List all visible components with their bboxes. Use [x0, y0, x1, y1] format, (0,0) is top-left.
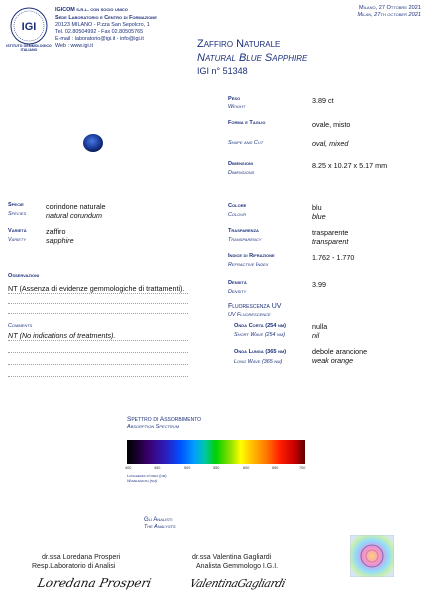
- variety-label: Varietà: [8, 228, 27, 234]
- hologram-seal: [350, 535, 394, 577]
- prop-label: Densità: [228, 280, 247, 286]
- analysts-label-en: The Analysts: [144, 524, 176, 530]
- company-name: IGICOM s.r.l. con socio unico: [55, 7, 128, 13]
- divider: [8, 303, 188, 304]
- prop-label: Colore: [228, 203, 247, 209]
- sapphire-icon: [82, 133, 104, 153]
- prop-value: trasparente: [312, 228, 349, 237]
- prop-label: Trasparenza: [228, 228, 259, 234]
- report-number: IGI n° 51348: [197, 66, 248, 76]
- fluorescence-section: [228, 303, 423, 383]
- prop-label-en: Shape and Cut: [228, 140, 264, 146]
- prop-label: Indice di Rifrazione: [228, 253, 275, 259]
- divider: [8, 376, 188, 377]
- short-wave-label-en: Short Wave (254 nm): [234, 332, 286, 338]
- species-label: Specie: [8, 202, 24, 208]
- analysts-label: Gli Analisti: [144, 517, 173, 523]
- prop-value: 1.762 - 1.770: [312, 253, 355, 262]
- prop-value: 8.25 x 10.27 x 5.17 mm: [312, 161, 388, 170]
- left-analyst-role: Resp.Laboratorio di Analisi: [32, 563, 116, 570]
- tick-label: 600: [243, 466, 250, 470]
- tick-label: 550: [213, 466, 220, 470]
- right-analyst-name: dr.ssa Valentina Gagliardi: [192, 554, 272, 561]
- spectrum-axis-label-en: Wavelength (nm): [127, 479, 157, 483]
- observations-text: NT (Assenza di evidenze gemmologiche di trattamenti).: [8, 284, 185, 293]
- observations-label: Osservazioni: [8, 273, 40, 279]
- spectrum-ticks: [127, 466, 305, 474]
- species-label-en: Species: [8, 211, 27, 217]
- prop-label: Dimensioni: [228, 161, 253, 167]
- divider: [8, 352, 188, 353]
- address-line: Tel. 02.80504992 - Fax 02.80505765: [55, 29, 144, 35]
- species-block: [8, 202, 208, 250]
- fluorescence-label: Fluorescenza UV: [228, 303, 282, 310]
- prop-label-en: Weight: [228, 104, 246, 110]
- short-wave-value-en: nil: [312, 331, 320, 340]
- prop-label-en: Transparency: [228, 237, 262, 243]
- right-signature: ValentinaGagliardi: [188, 577, 287, 590]
- variety-value: zaffiro: [46, 227, 66, 236]
- svg-text:IGI: IGI: [21, 21, 37, 33]
- prop-value: 3.99: [312, 280, 326, 289]
- gem-image: [82, 133, 104, 153]
- date-english: Milan, 27th october 2021: [357, 12, 421, 18]
- divider: [8, 313, 188, 314]
- long-wave-label-en: Long Wave (365 nm): [234, 359, 283, 365]
- short-wave-label: Onda Corta (254 nm): [234, 323, 287, 329]
- variety-value-en: sapphire: [46, 236, 74, 245]
- spectrum-label-en: Absorption Spectrum: [127, 424, 180, 430]
- divider: [8, 364, 188, 365]
- prop-value: ovale, misto: [312, 120, 351, 129]
- divider: [8, 293, 188, 294]
- prop-label-en: Dimensions: [228, 170, 255, 176]
- prop-value-en: oval, mixed: [312, 139, 349, 148]
- prop-value-en: transparent: [312, 237, 349, 246]
- prop-label-en: Colour: [228, 212, 247, 218]
- date-italian: Milano, 27 Ottobre 2021: [358, 5, 421, 11]
- prop-value: 3.89 ct: [312, 96, 334, 105]
- address-line: E-mail : laboratorio@igi.it - info@igi.it: [55, 36, 144, 42]
- short-wave-value: nulla: [312, 322, 328, 331]
- long-wave-label: Onda Lunga (365 nm): [234, 349, 287, 355]
- long-wave-value: debole arancione: [312, 347, 368, 356]
- logo-subtitle: ISTITUTO GEMMOLOGICO ITALIANO: [6, 44, 52, 52]
- prop-label-en: Density: [228, 289, 247, 295]
- address-line: Web : www.igi.it: [55, 43, 93, 49]
- tick-label: 400: [125, 466, 132, 470]
- spectrum-label: Spettro di Assorbimento: [127, 416, 202, 423]
- species-value: corindone naturale: [46, 202, 106, 211]
- hologram-icon: [350, 535, 394, 577]
- left-analyst-name: dr.ssa Loredana Prosperi: [42, 554, 121, 561]
- fluorescence-label-en: UV Fluorescence: [228, 312, 271, 318]
- right-analyst-role: Analista Gemmologo I.G.I.: [196, 563, 279, 570]
- spectrum-axis-label: Lunghezza d'onda (nm): [127, 474, 167, 478]
- variety-label-en: Variety: [8, 237, 27, 243]
- tick-label: 700: [299, 466, 306, 470]
- prop-label: Forma e Taglio: [228, 120, 266, 126]
- prop-value: blu: [312, 203, 322, 212]
- prop-label-en: Refractive Index: [228, 262, 269, 268]
- comments-text: NT (No indications of treatments).: [8, 331, 116, 340]
- left-signature: Loredana Prosperi: [36, 576, 153, 590]
- prop-label: Peso: [228, 96, 241, 102]
- title-english: Natural Blue Sapphire: [197, 52, 308, 64]
- comments-label: Comments: [8, 323, 33, 329]
- address-line: Sede Laboratorio e Centro di Formazione: [55, 15, 157, 21]
- address-line: 20123 MILANO - P.zza San Sepolcro, 1: [55, 22, 150, 28]
- species-value-en: natural corundum: [46, 211, 102, 220]
- divider: [8, 340, 188, 341]
- tick-label: 650: [272, 466, 279, 470]
- tick-label: 500: [184, 466, 191, 470]
- title-italian: Zaffiro Naturale: [197, 38, 281, 50]
- absorption-spectrum-bar: [127, 440, 305, 464]
- long-wave-value-en: weak orange: [312, 356, 354, 365]
- company-address: [55, 15, 157, 50]
- tick-label: 450: [154, 466, 161, 470]
- prop-value-en: blue: [312, 212, 326, 221]
